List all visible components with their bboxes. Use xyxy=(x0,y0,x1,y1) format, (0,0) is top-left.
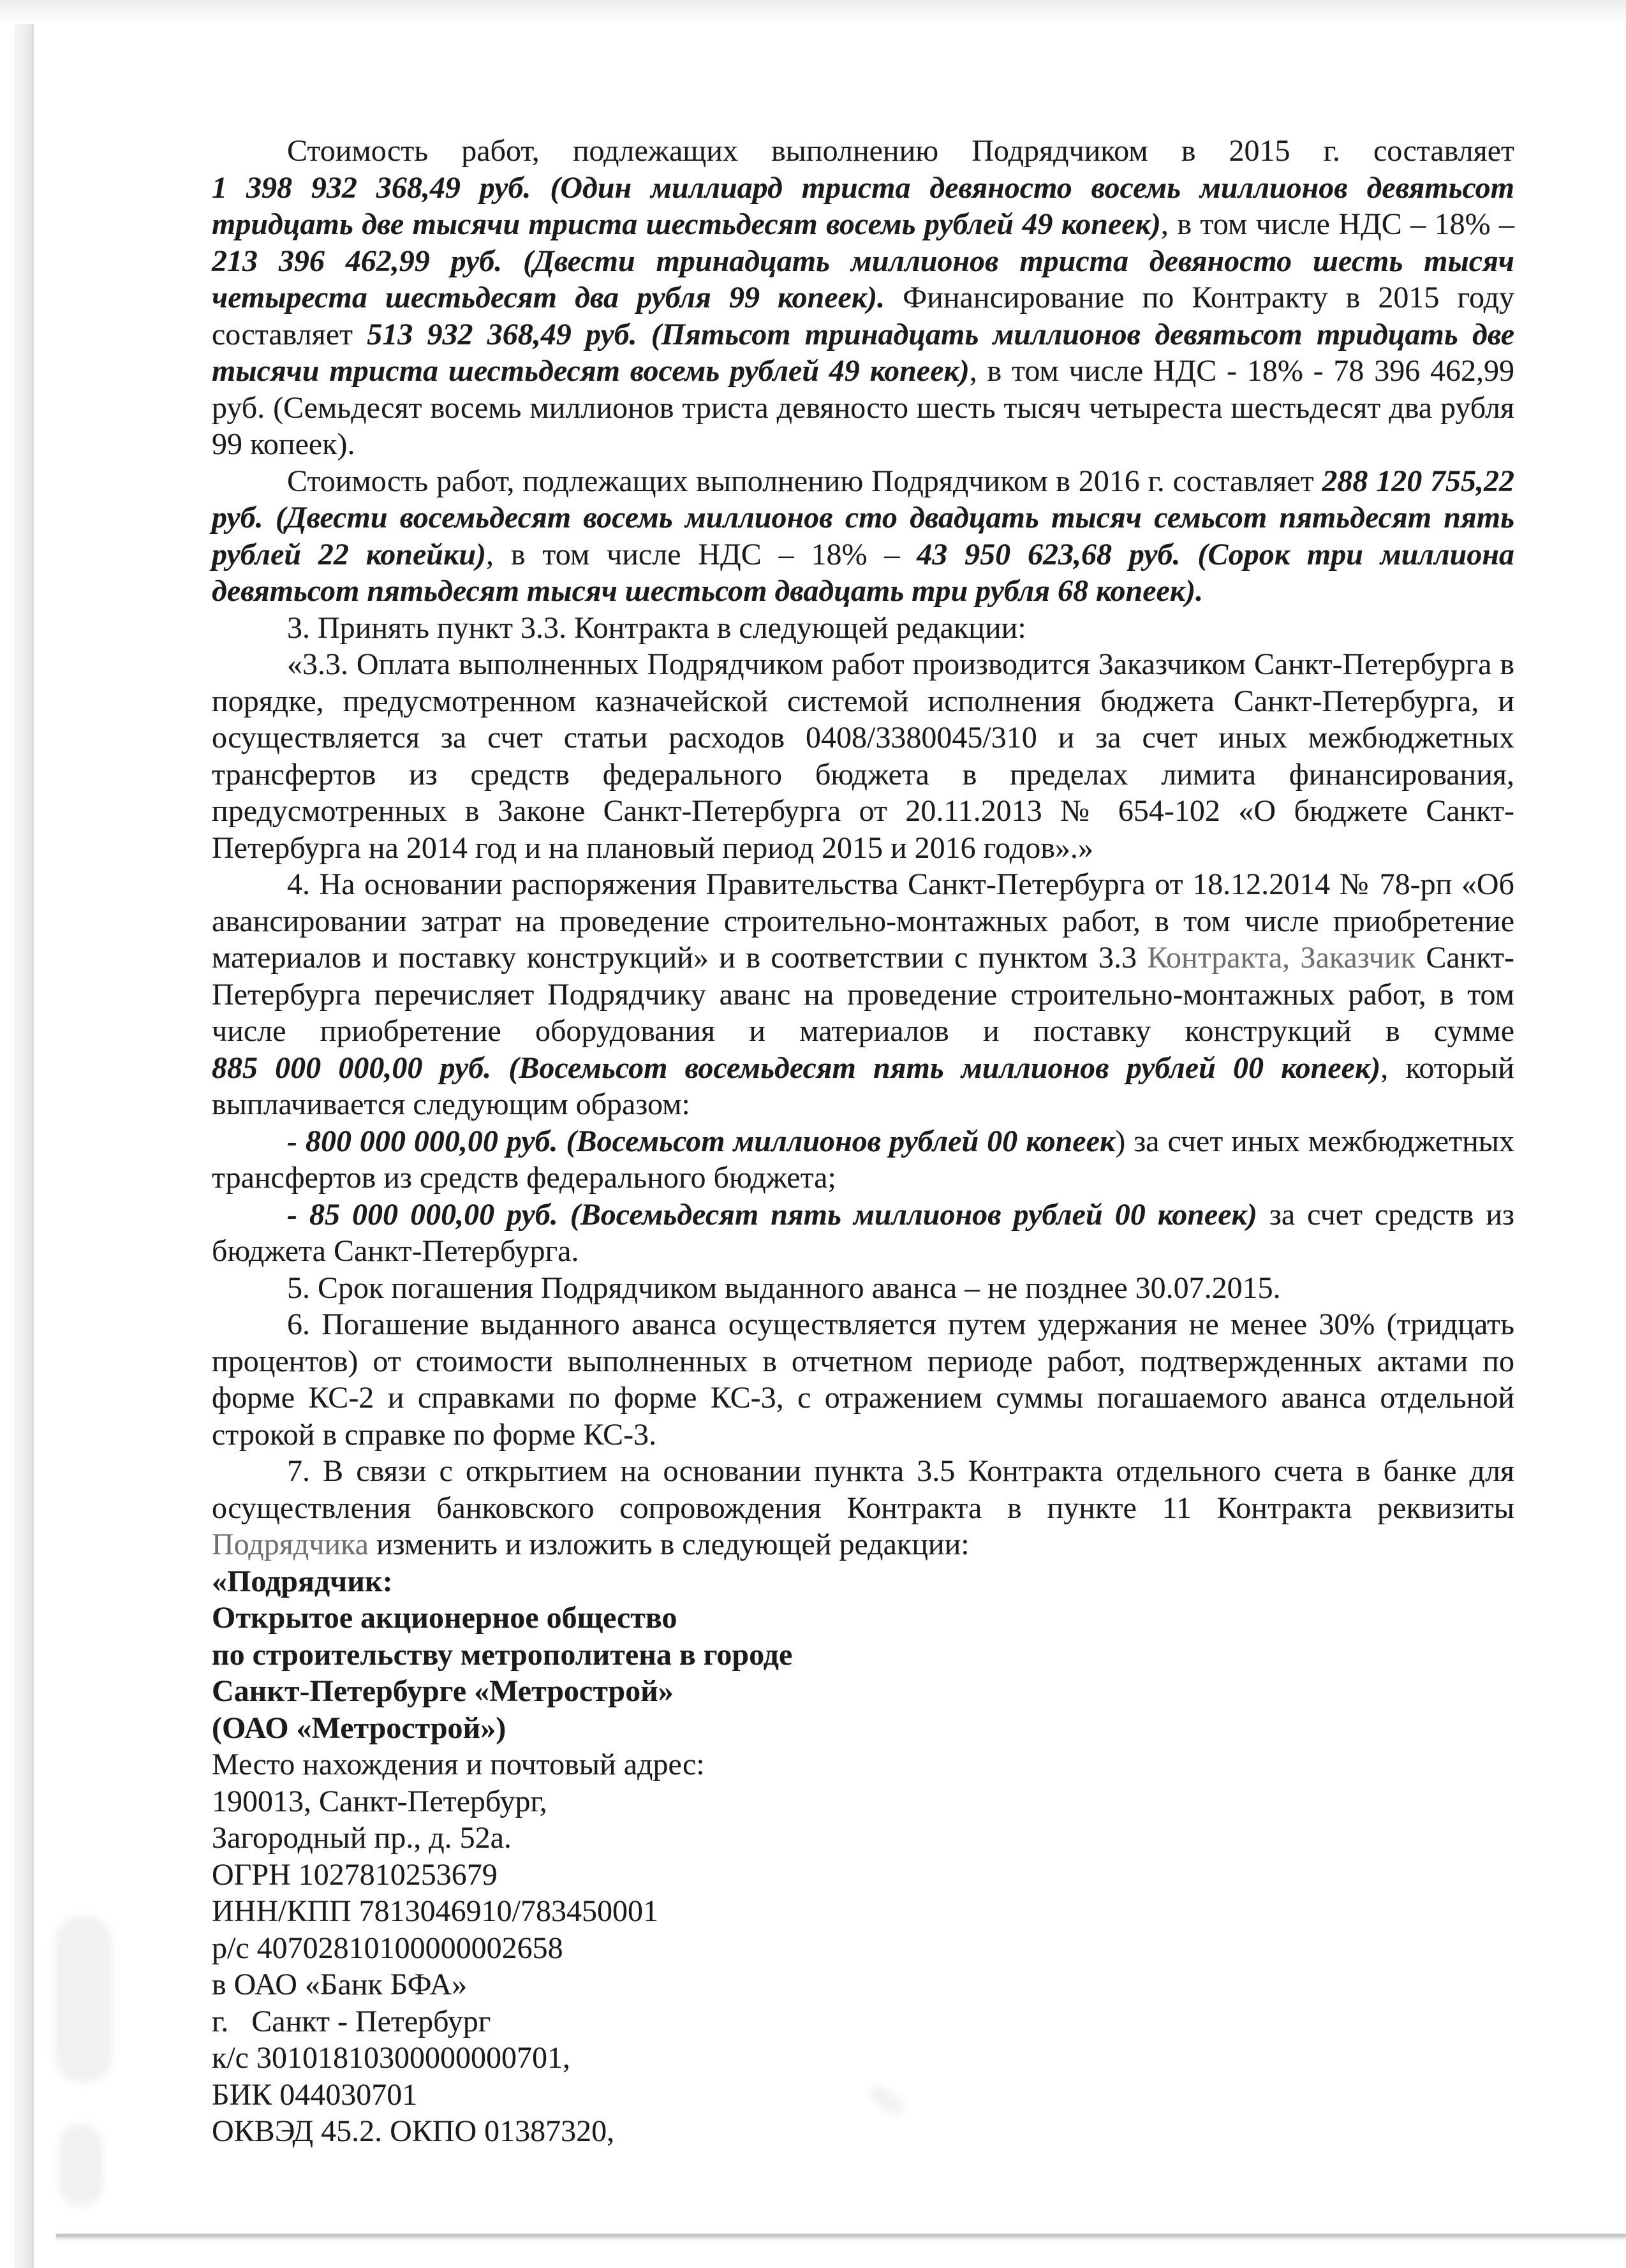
requisites-correspondent-account xyxy=(212,2040,1514,2077)
paragraph-item-6 xyxy=(212,1306,1514,1453)
text-run: 513 932 368,49 руб. (Пятьсот тринадцать миллионов девятьсот тридцать две тысячи триста шестьдесят восемь рублей 49 копеек) xyxy=(212,317,1514,388)
scan-left-edge-shadow xyxy=(14,24,34,2268)
text-run: Загородный пр., д. 52а. xyxy=(212,1821,512,1855)
requisites-okved-okpo xyxy=(212,2113,1514,2150)
text-run: 5. Срок погашения Подрядчиком выданного аванса – не позднее 30.07.2015. xyxy=(287,1270,1281,1305)
text-run: за счет средств из бюджета Санкт-Петербурга. xyxy=(212,1197,1514,1268)
requisites-address-line-2 xyxy=(212,1820,1514,1857)
requisites-address-line-1 xyxy=(212,1783,1514,1820)
text-run: г. Санкт - Петербург xyxy=(212,2004,491,2038)
text-run: (ОАО «Метрострой») xyxy=(212,1711,506,1745)
text-run: , в том числе НДС – 18% – xyxy=(1160,207,1515,241)
text-run: Санкт-Петербурга перечисляет Подрядчику аванс на проведение строительно-монтажных работ, в том числе приобретение оборудования и материалов и поставку конструкций в сумме xyxy=(212,941,1514,1048)
text-run: по строительству метрополитена в городе xyxy=(212,1637,793,1672)
text-run: «3.3. Оплата выполненных Подрядчиком работ производится Заказчиком Санкт-Петербурга в порядке, предусмотренном казначейской системой исполнения бюджета Санкт-Петербурга, и осуществляется за счет статьи расходов 0408/3380045/310 и за счет иных межбюджетных трансфертов из средств федерального бюджета в пределах лимита финансирования, предусмотренных в Законе Санкт-Петербурга от 20.11.2013 № 654-102 «О бюджете Санкт-Петербурга на 2014 год и на плановый период 2015 и 2016 годов».» xyxy=(212,647,1514,865)
requisites-bank-name xyxy=(212,1966,1514,2003)
text-run: 3. Принять пункт 3.3. Контракта в следующей редакции: xyxy=(287,610,1026,645)
text-run: 885 000 000,00 руб. (Восемьсот восемьдесят пять миллионов рублей 00 копеек) xyxy=(212,1050,1381,1085)
paragraph-advance-800m xyxy=(212,1123,1514,1197)
text-run: БИК 044030701 xyxy=(212,2077,418,2112)
paragraph-advance-85m xyxy=(212,1197,1514,1270)
requisites-address-label xyxy=(212,1746,1514,1783)
scan-smudge xyxy=(55,1917,112,2082)
text-run: Открытое акционерное общество xyxy=(212,1601,677,1635)
document-body xyxy=(212,133,1514,2150)
text-run: 43 950 623,68 руб. (Сорок три миллиона девятьсот пятьдесят тысяч шестьсот двадцать три рубля 68 копеек). xyxy=(212,537,1515,608)
requisites-bank-city xyxy=(212,2003,1514,2040)
scan-top-edge-shadow xyxy=(0,0,1626,24)
paragraph-item-3 xyxy=(212,610,1514,647)
requisites-settlement-account xyxy=(212,1930,1514,1967)
paragraph-item-4 xyxy=(212,866,1514,1123)
text-run: , который выплачивается следующим образом: xyxy=(212,1050,1514,1121)
paragraph-cost-2015 xyxy=(212,133,1514,463)
text-run: Подрядчика xyxy=(212,1528,369,1561)
requisites-bik xyxy=(212,2077,1514,2114)
text-run: к/с 30101810300000000701, xyxy=(212,2041,570,2075)
text-run: 4. На основании распоряжения Правительства Санкт-Петербурга от 18.12.2014 № 78-рп «Об авансировании затрат на проведение строительно-монтажных работ, в том числе приобретение материалов и поставку конструкций» и в соответствии с пунктом 3.3 xyxy=(212,867,1514,975)
paragraph-item-7 xyxy=(212,1453,1514,1563)
text-run: ) за счет иных межбюджетных трансфертов из средств федерального бюджета; xyxy=(212,1124,1515,1195)
paragraph-item-5 xyxy=(212,1270,1514,1307)
requisites-ogrn xyxy=(212,1857,1514,1894)
scan-smudge xyxy=(59,2124,103,2207)
text-run: «Подрядчик: xyxy=(212,1564,393,1598)
text-run: 213 396 462,99 руб. (Двести тринадцать миллионов триста девяносто шесть тысяч четыреста шестьдесят два рубля 99 копеек). xyxy=(212,244,1514,314)
text-run: - 85 000 000,00 руб. (Восемьдесят пять миллионов рублей 00 копеек) xyxy=(287,1197,1257,1232)
text-run: Санкт-Петербурге «Метрострой» xyxy=(212,1674,674,1708)
requisites-inn-kpp xyxy=(212,1893,1514,1930)
text-run: 190013, Санкт-Петербург, xyxy=(212,1784,547,1818)
paragraph-cost-2016 xyxy=(212,463,1514,610)
requisites-company-short-name xyxy=(212,1710,1514,1747)
text-run: ИНН/КПП 7813046910/783450001 xyxy=(212,1894,659,1928)
text-run: ОКВЭД 45.2. ОКПО 01387320, xyxy=(212,2114,615,2148)
paragraph-clause-3-3 xyxy=(212,646,1514,866)
text-run: р/с 40702810100000002658 xyxy=(212,1931,563,1965)
requisites-company-name-line-3 xyxy=(212,1673,1514,1710)
text-run: Стоимость работ, подлежащих выполнению Подрядчиком в 2015 г. составляет xyxy=(287,134,1514,168)
text-run: 7. В связи с открытием на основании пункта 3.5 Контракта отдельного счета в банке для осуществления банковского сопровождения Контракта в пункте 11 Контракта реквизиты xyxy=(212,1454,1514,1525)
text-run: 288 120 755,22 руб. (Двести восемьдесят восемь миллионов сто двадцать тысяч семьсот пятьдесят пять рублей 22 копейки) xyxy=(212,464,1515,571)
requisites-header xyxy=(212,1563,1514,1600)
requisites-company-name-line-1 xyxy=(212,1600,1514,1637)
text-run: изменить и изложить в следующей редакции: xyxy=(368,1528,970,1561)
text-run: в ОАО «Банк БФА» xyxy=(212,1968,468,2001)
text-run: , в том числе НДС – 18% – xyxy=(486,537,917,571)
requisites-company-name-line-2 xyxy=(212,1637,1514,1674)
text-run: Стоимость работ, подлежащих выполнению Подрядчиком в 2016 г. составляет xyxy=(287,464,1322,498)
text-run: Контракта, Заказчик xyxy=(1147,941,1426,975)
text-run: Финансирование по Контракту в 2015 году составляет xyxy=(212,281,1514,351)
text-run: 6. Погашение выданного аванса осуществляется путем удержания не менее 30% (тридцать процентов) от стоимости выполненных в отчетном периоде работ, подтвержденных актами по форме КС-2 и справками по форме КС-3, с отражением суммы погашаемого аванса отдельной строкой в справке по форме КС-3. xyxy=(212,1307,1514,1452)
text-run: ОГРН 1027810253679 xyxy=(212,1857,498,1892)
text-run: , в том числе НДС - 18% - 78 396 462,99 руб. (Семьдесят восемь миллионов триста девяносто шесть тысяч четыреста шестьдесят два рубля 99 копеек). xyxy=(212,354,1514,461)
scan-bottom-edge-line xyxy=(56,2234,1626,2237)
text-run: Место нахождения и почтовый адрес: xyxy=(212,1748,705,1781)
text-run: 1 398 932 368,49 руб. (Один миллиард триста девяносто восемь миллионов девятьсот тридцать две тысячи триста шестьдесят восемь рублей 49 копеек) xyxy=(212,170,1514,241)
text-run: - 800 000 000,00 руб. (Восемьсот миллионов рублей 00 копеек xyxy=(287,1124,1116,1158)
